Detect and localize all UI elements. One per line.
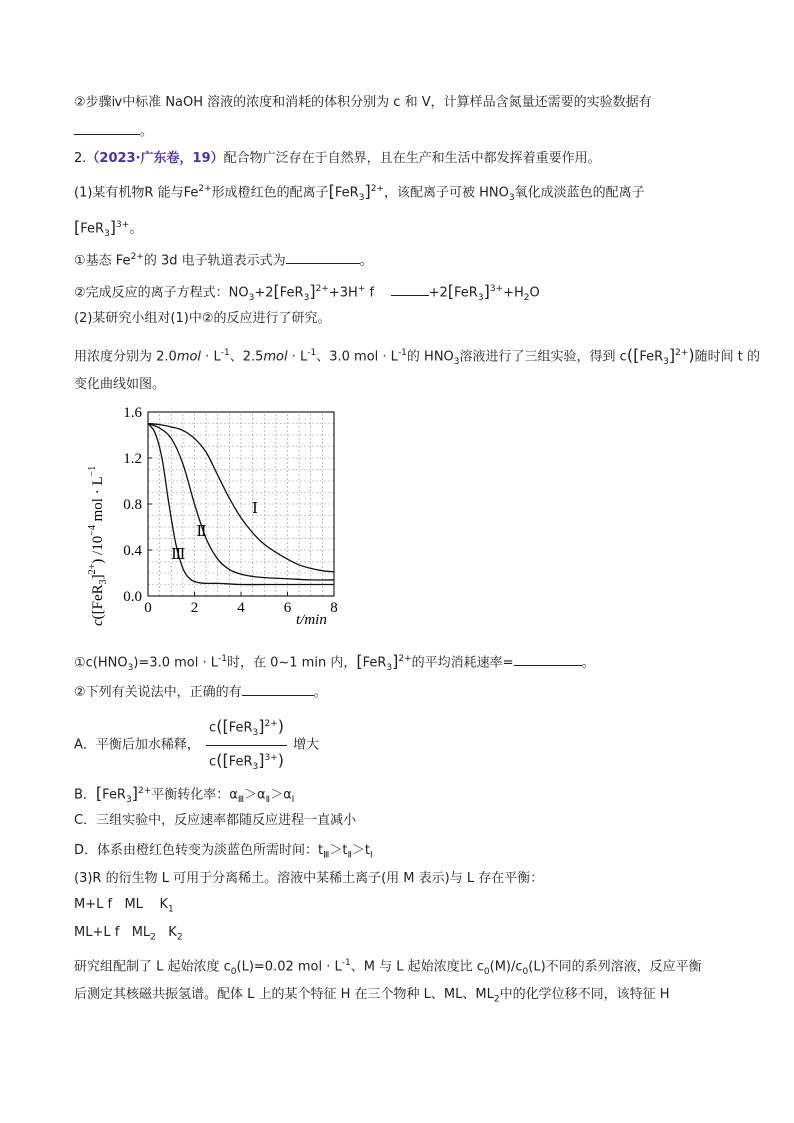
series-label: Ⅲ — [170, 547, 186, 564]
equilibrium-1: M+L f ML $K_1$ — [74, 897, 174, 915]
text-line: 后测定其核磁共振氢谱。配体 L 上的某个特征 H 在三个物种 L、ML、$ML_2$中的化学位移不同，该特征 H — [74, 987, 670, 1005]
text-line: 研究组配制了 L 起始浓度 $c_0(L)=0.02$ mol · $L^{-1}$、M 与 L 起始浓度比 $c_0(M)/c_0(L)$不同的系列溶液，反应平衡 — [74, 958, 702, 977]
text-line: 变化曲线如图。 — [74, 377, 166, 392]
y-tick-label: 0.4 — [123, 543, 142, 559]
series-label: Ⅰ — [251, 501, 258, 518]
x-tick-label: 4 — [237, 600, 245, 616]
text-line: ①基态 $Fe^{2+}$的 3d 电子轨道表示式为 。 — [74, 252, 373, 269]
option-c[interactable]: C．三组实验中，反应速率都随反应进程一直减小 — [74, 813, 357, 828]
y-tick-label: 0.8 — [123, 497, 142, 513]
concentration-time-chart — [74, 398, 364, 638]
option-a[interactable]: A．平衡后加水稀释， $\frac{c([FeR_3]^{2+})}{c([FeR_3]^{3+})}$ 增大 — [74, 714, 319, 777]
answer-blank[interactable] — [242, 683, 314, 696]
svg-text:c([FeR3]2+) /10−4 mol · L−1: $c([FeR_3]^{2+})$ $/10^{-4}$ mol · $L^{-1}$ — [87, 465, 109, 626]
question-source: （2023·广东卷，19） — [86, 151, 224, 166]
question-header: 2.（2023·广东卷，19）配合物广泛存在于自然界，且在生产和生活中都发挥着重要作用。 — [74, 151, 601, 166]
text-line: (1)某有机物R 能与$Fe^{2+}$形成橙红色的配离子$[FeR_3]^{2+}$，该配离子可被 $HNO_3$氧化成淡蓝色的配离子 — [74, 181, 645, 203]
text-line: ②步骤ⅳ中标准 NaOH 溶液的浓度和消耗的体积分别为 c 和 V，计算样品含氮量还需要的实验数据有 — [74, 95, 652, 110]
chart-grid — [148, 412, 334, 596]
y-tick-label: 1.2 — [123, 451, 142, 467]
text-line: 用浓度分别为 $2.0mol \cdot L^{-1}$、$2.5mol \cdot L^{-1}$、3.0 mol · $L^{-1}$的 $HNO_3$溶液进行了三组实验，得到 $c([FeR_3]^{2+})$随时间 t 的 — [74, 345, 761, 367]
x-tick-label: 0 — [144, 600, 152, 616]
answer-blank[interactable] — [74, 122, 140, 135]
y-tick-label: 0.0 — [123, 589, 142, 605]
x-tick-label: 6 — [283, 600, 292, 616]
answer-blank[interactable] — [391, 283, 429, 296]
fraction: $\frac{c([FeR_3]^{2+})}{c([FeR_3]^{3+})}$ — [206, 714, 287, 777]
x-axis-label: t/min — [296, 612, 327, 628]
text-line: $[FeR_3]^{3+}$。 — [74, 217, 143, 239]
option-b[interactable]: B．$[FeR_3]^{2+}$平衡转化率：$\alpha_Ⅲ>\alpha_Ⅱ>\alpha_Ⅰ$ — [74, 783, 295, 805]
answer-blank[interactable] — [514, 653, 582, 666]
y-tick-label: 1.6 — [123, 405, 142, 421]
answer-blank[interactable] — [286, 251, 360, 264]
text-line: $①c(HNO_3)=3.0$ mol · $L^{-1}$时，在 0~1 min 内，$[FeR_3]^{2+}$的平均消耗速率= 。 — [74, 651, 595, 673]
x-tick-label: 8 — [330, 600, 338, 616]
series-label: Ⅱ — [196, 524, 207, 541]
text-line: (2)某研究小组对(1)中②的反应进行了研究。 — [74, 311, 331, 326]
x-tick-label: 2 — [190, 600, 199, 616]
text-line: (3)R 的衍生物 L 可用于分离稀土。溶液中某稀土离子(用 M 表示)与 L 存在平衡： — [74, 871, 544, 886]
equilibrium-2: ML+L f $ML_2$ $K_2$ — [74, 925, 183, 943]
option-d[interactable]: D．体系由橙红色转变为淡蓝色所需时间：$t_Ⅲ>t_Ⅱ>t_Ⅰ$ — [74, 843, 373, 861]
text-line: 。 — [74, 122, 153, 141]
text-line: ②下列有关说法中，正确的有 。 — [74, 685, 327, 700]
equation-line: ②完成反应的离子方程式：$NO_3+2[FeR_3]^{2+}+3H^+$ f $+2[FeR_3]^{3+}+H_2O$ — [74, 281, 540, 303]
y-axis-label — [87, 466, 109, 626]
